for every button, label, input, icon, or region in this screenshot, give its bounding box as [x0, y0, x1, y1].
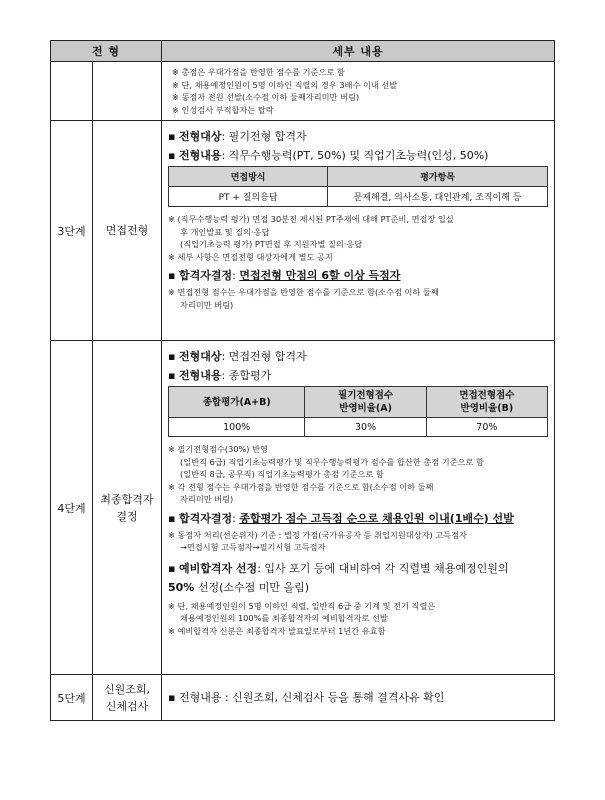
note-line: ※ 동점자 전원 선발(소수점 이하 둘째자리미만 버림) [172, 92, 360, 102]
stage4-pass-label: 합격자결정 [178, 511, 233, 525]
note-line: ※ 세부 사항은 면접전형 대상자에게 별도 공지 [168, 251, 333, 262]
stage3-notes [168, 213, 548, 263]
stage3-target-label: 전형대상 [178, 130, 222, 143]
stage4-pass: ▪ 합격자결정: 종합평가 점수 고득점 순으로 채용인원 이내(1배수) 선발 [168, 511, 514, 525]
stage5-name-line: 신원조회, [103, 682, 150, 696]
score-table-cell: 30% [305, 418, 426, 437]
stage4-reserve-tail: 선정(소수점 미만 올림) [194, 580, 310, 594]
stage4-name-line: 최종합격자 [100, 492, 154, 506]
score-table-header: 종합평가(A+B) [169, 387, 305, 418]
note-line: ※ 각 전형 점수는 우대가점을 반영한 점수를 기준으로 함(소수점 이하 둘째 [168, 481, 434, 492]
header-details: 세부 내용 [162, 41, 555, 62]
stage4-label: 4단계 [51, 341, 93, 675]
empty-stage-cell [51, 62, 93, 121]
stage5-text: ▪ 전형내용 : 신원조회, 신체검사 등을 통해 결격사유 확인 [168, 691, 445, 704]
note-line: ※ 총점은 우대가점을 반영한 점수를 기준으로 함 [172, 67, 345, 77]
note-line: ※ 단, 채용예정인원이 5명 이하인 직렬, 일반직 6급 중 기계 및 전기 직렬은 [168, 600, 436, 611]
note-line: 채용예정인원의 100%를 최종합격자의 예비합격자로 선발 [180, 613, 388, 623]
stage4-target-value: : 면접전형 합격자 [221, 350, 307, 363]
stage3-label: 3단계 [51, 121, 93, 341]
note-line: 후 개인발표 및 질의·응답 [180, 226, 270, 237]
note-line: ※ 예비합격자 신분은 최종합격자 발표일로부터 1년간 유효함 [168, 625, 386, 636]
note-line: (일반직 8급, 공무직) 직업기초능력평가 총점 기준으로 함 [180, 469, 384, 479]
stage4-row [51, 341, 555, 675]
interview-table-header: 면접방식 [169, 167, 328, 187]
score-table-cell: 100% [169, 418, 305, 437]
note-line: (일반직 6급) 직업기초능력평가 및 직무수행능력평가 점수를 합산한 총점 기준으로 함 [180, 456, 484, 467]
stage4-pass-colon: : [232, 511, 236, 525]
note-line: ※ 동점자 처리(선순위자) 기준 : 법정 가점(국가유공자 등 취업지원대상자) 고득점자 [168, 529, 467, 540]
stage3-target-value: : 필기전형 합격자 [221, 130, 307, 143]
stage4-reserve-bold: 50% [168, 580, 195, 594]
interview-table-cell: 문제해결, 의사소통, 대인관계, 조직이해 등 [328, 187, 548, 207]
stage4-content [162, 341, 555, 675]
top-notes-row [51, 62, 555, 121]
stage5-content-text: 전형내용 : 신원조회, 신체검사 등을 통해 결격사유 확인 [178, 691, 445, 704]
stage4-pass-value: 종합평가 점수 고득점 순으로 채용인원 이내(1배수) 선발 [239, 511, 514, 525]
stage4-reserve-label: 예비합격자 선정 [178, 561, 258, 575]
note-line: ※ 면접전형 점수는 우대가점을 반영한 점수를 기준으로 함(소수점 이하 둘째 [168, 287, 439, 297]
note-line: ※ (직무수행능력 평가) 면접 30분전 제시된 PT주제에 대해 PT준비, 면접장 입실 [168, 214, 454, 224]
stage4-reserve-notes [168, 600, 548, 638]
top-notes [162, 62, 555, 121]
stage3-pass: ▪ 합격자결정: 면접전형 만점의 6할 이상 득점자 [168, 269, 401, 282]
stage3-content-value: : 직무수행능력(PT, 50%) 및 직업기초능력(인성, 50%) [221, 149, 489, 162]
stage3-pass-notes [168, 286, 548, 311]
stage3-content-label: 전형내용 [178, 149, 222, 162]
interview-table-cell: PT + 질의응답 [169, 187, 328, 207]
note-line: 자리미만 버림) [180, 494, 234, 504]
note-line: →면접시험 고득점자→필기시험 고득점자 [180, 542, 326, 552]
score-table-cell: 70% [426, 418, 547, 437]
interview-table-header: 평가항목 [328, 167, 548, 187]
stage4-tie-notes [168, 529, 548, 554]
score-ratio-table [168, 386, 548, 437]
stage3-pass-value: 면접전형 만점의 6할 이상 득점자 [239, 269, 401, 282]
note-line: ※ 단, 채용예정인원이 5명 이하인 직렬의 경우 3배수 이내 선발 [172, 79, 398, 90]
table-header-row [51, 41, 555, 62]
stage5-label: 5단계 [51, 675, 93, 721]
stage3-pass-label: 합격자결정 [178, 269, 233, 282]
stage4-method: ▪ 전형내용: 종합평가 [168, 369, 272, 382]
empty-name-cell [93, 62, 162, 121]
stage5-content [162, 675, 555, 721]
stage4-target-label: 전형대상 [178, 350, 222, 363]
note-line: (직업기초능력 평가) PT면접 후 지원자별 질의·응답 [180, 239, 363, 249]
stage3-target: ▪ 전형대상: 필기전형 합격자 [168, 130, 307, 143]
header-stage: 전 형 [51, 41, 162, 62]
stage5-row [51, 675, 555, 721]
stage4-target: ▪ 전형대상: 면접전형 합격자 [168, 350, 307, 363]
note-line: ※ 필기전형점수(30%) 반영 [168, 444, 268, 454]
note-line: ※ 인성검사 부적합자는 탈락 [172, 104, 274, 115]
stage4-reserve-value: : 입사 포기 등에 대비하여 각 직렬별 채용예정인원의 [257, 561, 509, 575]
stage3-content [162, 121, 555, 341]
stage5-name [93, 675, 162, 721]
interview-table [168, 166, 548, 207]
score-table-header: 면접전형점수 반영비율(B) [426, 387, 547, 418]
stage3-name: 면접전형 [93, 121, 162, 341]
stage4-content-label: 전형내용 [178, 369, 222, 382]
stage3-method: ▪ 전형내용: 직무수행능력(PT, 50%) 및 직업기초능력(인성, 50%) [168, 149, 489, 162]
score-table-header: 필기전형점수 반영비율(A) [305, 387, 426, 418]
stage5-name-line: 신체검사 [105, 699, 149, 713]
selection-process-table [50, 40, 555, 721]
stage3-pass-colon: : [232, 269, 236, 282]
note-line: 자리미만 버림) [180, 299, 234, 310]
stage4-reserve: ▪ 예비합격자 선정: 입사 포기 등에 대비하여 각 직렬별 채용예정인원의 50% 선정(소수점 미만 올림) [168, 561, 509, 594]
stage4-notes [168, 443, 548, 506]
stage4-content-value: : 종합평가 [221, 369, 272, 382]
stage3-row [51, 121, 555, 341]
stage4-name [93, 341, 162, 675]
stage4-name-line: 결정 [116, 509, 138, 523]
